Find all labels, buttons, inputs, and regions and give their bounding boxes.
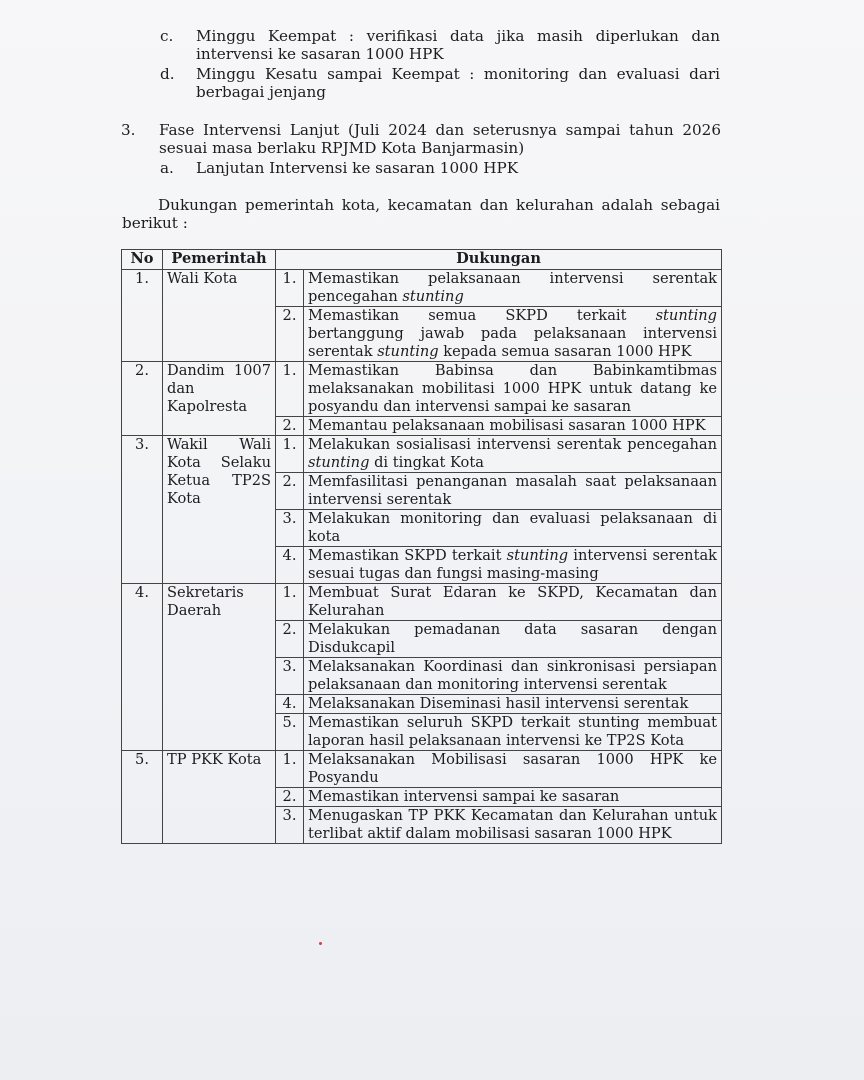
support-item-number: 1. — [276, 751, 304, 788]
row-number: 3. — [122, 436, 163, 584]
text-fragment: intervensi serentak sesuai tugas dan fungsi masing-masing — [308, 547, 717, 582]
support-item-text — [304, 751, 722, 788]
header-no: No — [122, 250, 163, 270]
support-item-number: 1. — [276, 362, 304, 417]
list-marker: c. — [160, 27, 174, 45]
support-item-text — [304, 547, 722, 584]
text-fragment: Memantau pelaksanaan mobilisasi sasaran 1000 HPK — [308, 417, 706, 434]
government-cell: Sekretaris Daerah — [163, 584, 276, 751]
text-fragment: Melaksanakan Mobilisasi sasaran 1000 HPK ke Posyandu — [308, 751, 717, 786]
support-item-text — [304, 714, 722, 751]
ink-dot — [319, 942, 322, 945]
government-cell: TP PKK Kota — [163, 751, 276, 844]
list-marker: 3. — [121, 121, 136, 139]
support-item-number: 2. — [276, 788, 304, 807]
support-item-number: 2. — [276, 307, 304, 362]
phase-3-heading — [121, 121, 721, 157]
emphasis-term: stunting — [377, 343, 439, 360]
government-cell: Wakil Wali Kota Selaku Ketua TP2S Kota — [163, 436, 276, 584]
emphasis-term: stunting — [506, 547, 569, 564]
text-fragment: Menugaskan TP PKK Kecamatan dan Kelurahan untuk terlibat aktif dalam mobilisasi sasaran 1000 HPK — [308, 807, 717, 842]
support-item-text — [304, 788, 722, 807]
text-fragment: Melaksanakan Diseminasi hasil intervensi serentak — [308, 695, 689, 712]
text-fragment: Memastikan Babinsa dan Babinkamtibmas melaksanakan mobilitasi 1000 HPK untuk datang ke posyandu dan intervensi sampai ke sasaran — [308, 362, 717, 415]
table-row — [122, 362, 722, 417]
support-item-text — [304, 584, 722, 621]
list-text: Minggu Keempat : verifikasi data jika masih diperlukan dan intervensi ke sasaran 1000 HPK — [196, 27, 720, 63]
support-item-text — [304, 510, 722, 547]
support-item-number: 1. — [276, 270, 304, 307]
row-number: 2. — [122, 362, 163, 436]
support-item-text — [304, 473, 722, 510]
list-text: Minggu Kesatu sampai Keempat : monitoring dan evaluasi dari berbagai jenjang — [196, 65, 720, 101]
support-item-text — [304, 436, 722, 473]
text-fragment: Melakukan monitoring dan evaluasi pelaksanaan di kota — [308, 510, 717, 545]
text-fragment: bertanggung jawab pada pelaksanaan intervensi serentak — [308, 325, 717, 360]
list-text: Lanjutan Intervensi ke sasaran 1000 HPK — [196, 159, 519, 177]
list-item-d — [160, 65, 720, 101]
table-body — [122, 270, 722, 844]
text-fragment: Melakukan pemadanan data sasaran dengan Disdukcapil — [308, 621, 717, 656]
government-cell: Wali Kota — [163, 270, 276, 362]
table-row — [122, 584, 722, 621]
text-fragment: Memastikan seluruh SKPD terkait stunting membuat laporan hasil pelaksanaan intervensi ke TP2S Kota — [308, 714, 717, 749]
list-item-a — [160, 159, 720, 177]
government-cell: Dandim 1007 dan Kapolresta — [163, 362, 276, 436]
support-item-text — [304, 417, 722, 436]
list-marker: a. — [160, 159, 174, 177]
support-item-number: 1. — [276, 436, 304, 473]
support-table — [121, 249, 722, 844]
emphasis-term: stunting — [402, 288, 464, 305]
support-item-number: 5. — [276, 714, 304, 751]
row-number: 1. — [122, 270, 163, 362]
text-fragment: Membuat Surat Edaran ke SKPD, Kecamatan dan Kelurahan — [308, 584, 717, 619]
support-item-text — [304, 658, 722, 695]
text-fragment: Memastikan pelaksanaan intervensi serentak pencegahan — [308, 270, 717, 305]
support-item-number: 4. — [276, 547, 304, 584]
support-item-text — [304, 270, 722, 307]
support-item-text — [304, 621, 722, 658]
support-item-number: 2. — [276, 417, 304, 436]
header-government: Pemerintah — [163, 250, 276, 270]
text-fragment: Melaksanakan Koordinasi dan sinkronisasi persiapan pelaksanaan dan monitoring intervensi serentak — [308, 658, 717, 693]
list-item-c — [160, 27, 720, 63]
support-item-text — [304, 695, 722, 714]
emphasis-term: stunting — [655, 307, 717, 324]
support-item-number: 2. — [276, 621, 304, 658]
table-header-row — [122, 250, 722, 270]
support-item-text — [304, 807, 722, 844]
support-item-number: 1. — [276, 584, 304, 621]
support-item-text — [304, 362, 722, 417]
support-item-number: 2. — [276, 473, 304, 510]
support-item-number: 3. — [276, 658, 304, 695]
row-number: 4. — [122, 584, 163, 751]
row-number: 5. — [122, 751, 163, 844]
text-fragment: Memastikan SKPD terkait — [308, 547, 507, 564]
table-row — [122, 751, 722, 788]
header-support: Dukungan — [276, 250, 722, 270]
support-item-text — [304, 307, 722, 362]
support-item-number: 4. — [276, 695, 304, 714]
text-fragment: Memfasilitasi penanganan masalah saat pelaksanaan intervensi serentak — [308, 473, 717, 508]
emphasis-term: stunting — [308, 454, 370, 471]
support-item-number: 3. — [276, 807, 304, 844]
table-row — [122, 436, 722, 473]
list-marker: d. — [160, 65, 175, 83]
text-fragment: Melakukan sosialisasi intervensi serentak pencegahan — [308, 436, 717, 453]
support-item-number: 3. — [276, 510, 304, 547]
text-fragment: di tingkat Kota — [369, 454, 484, 471]
table-row — [122, 270, 722, 307]
text-fragment: Memastikan intervensi sampai ke sasaran — [308, 788, 620, 805]
list-text: Fase Intervensi Lanjut (Juli 2024 dan seterusnya sampai tahun 2026 sesuai masa berlaku RPJMD Kota Banjarmasin) — [159, 121, 721, 157]
text-fragment: kepada semua sasaran 1000 HPK — [438, 343, 692, 360]
support-intro-paragraph: Dukungan pemerintah kota, kecamatan dan kelurahan adalah sebagai berikut : — [122, 196, 720, 232]
text-fragment: Memastikan semua SKPD terkait — [308, 307, 656, 324]
